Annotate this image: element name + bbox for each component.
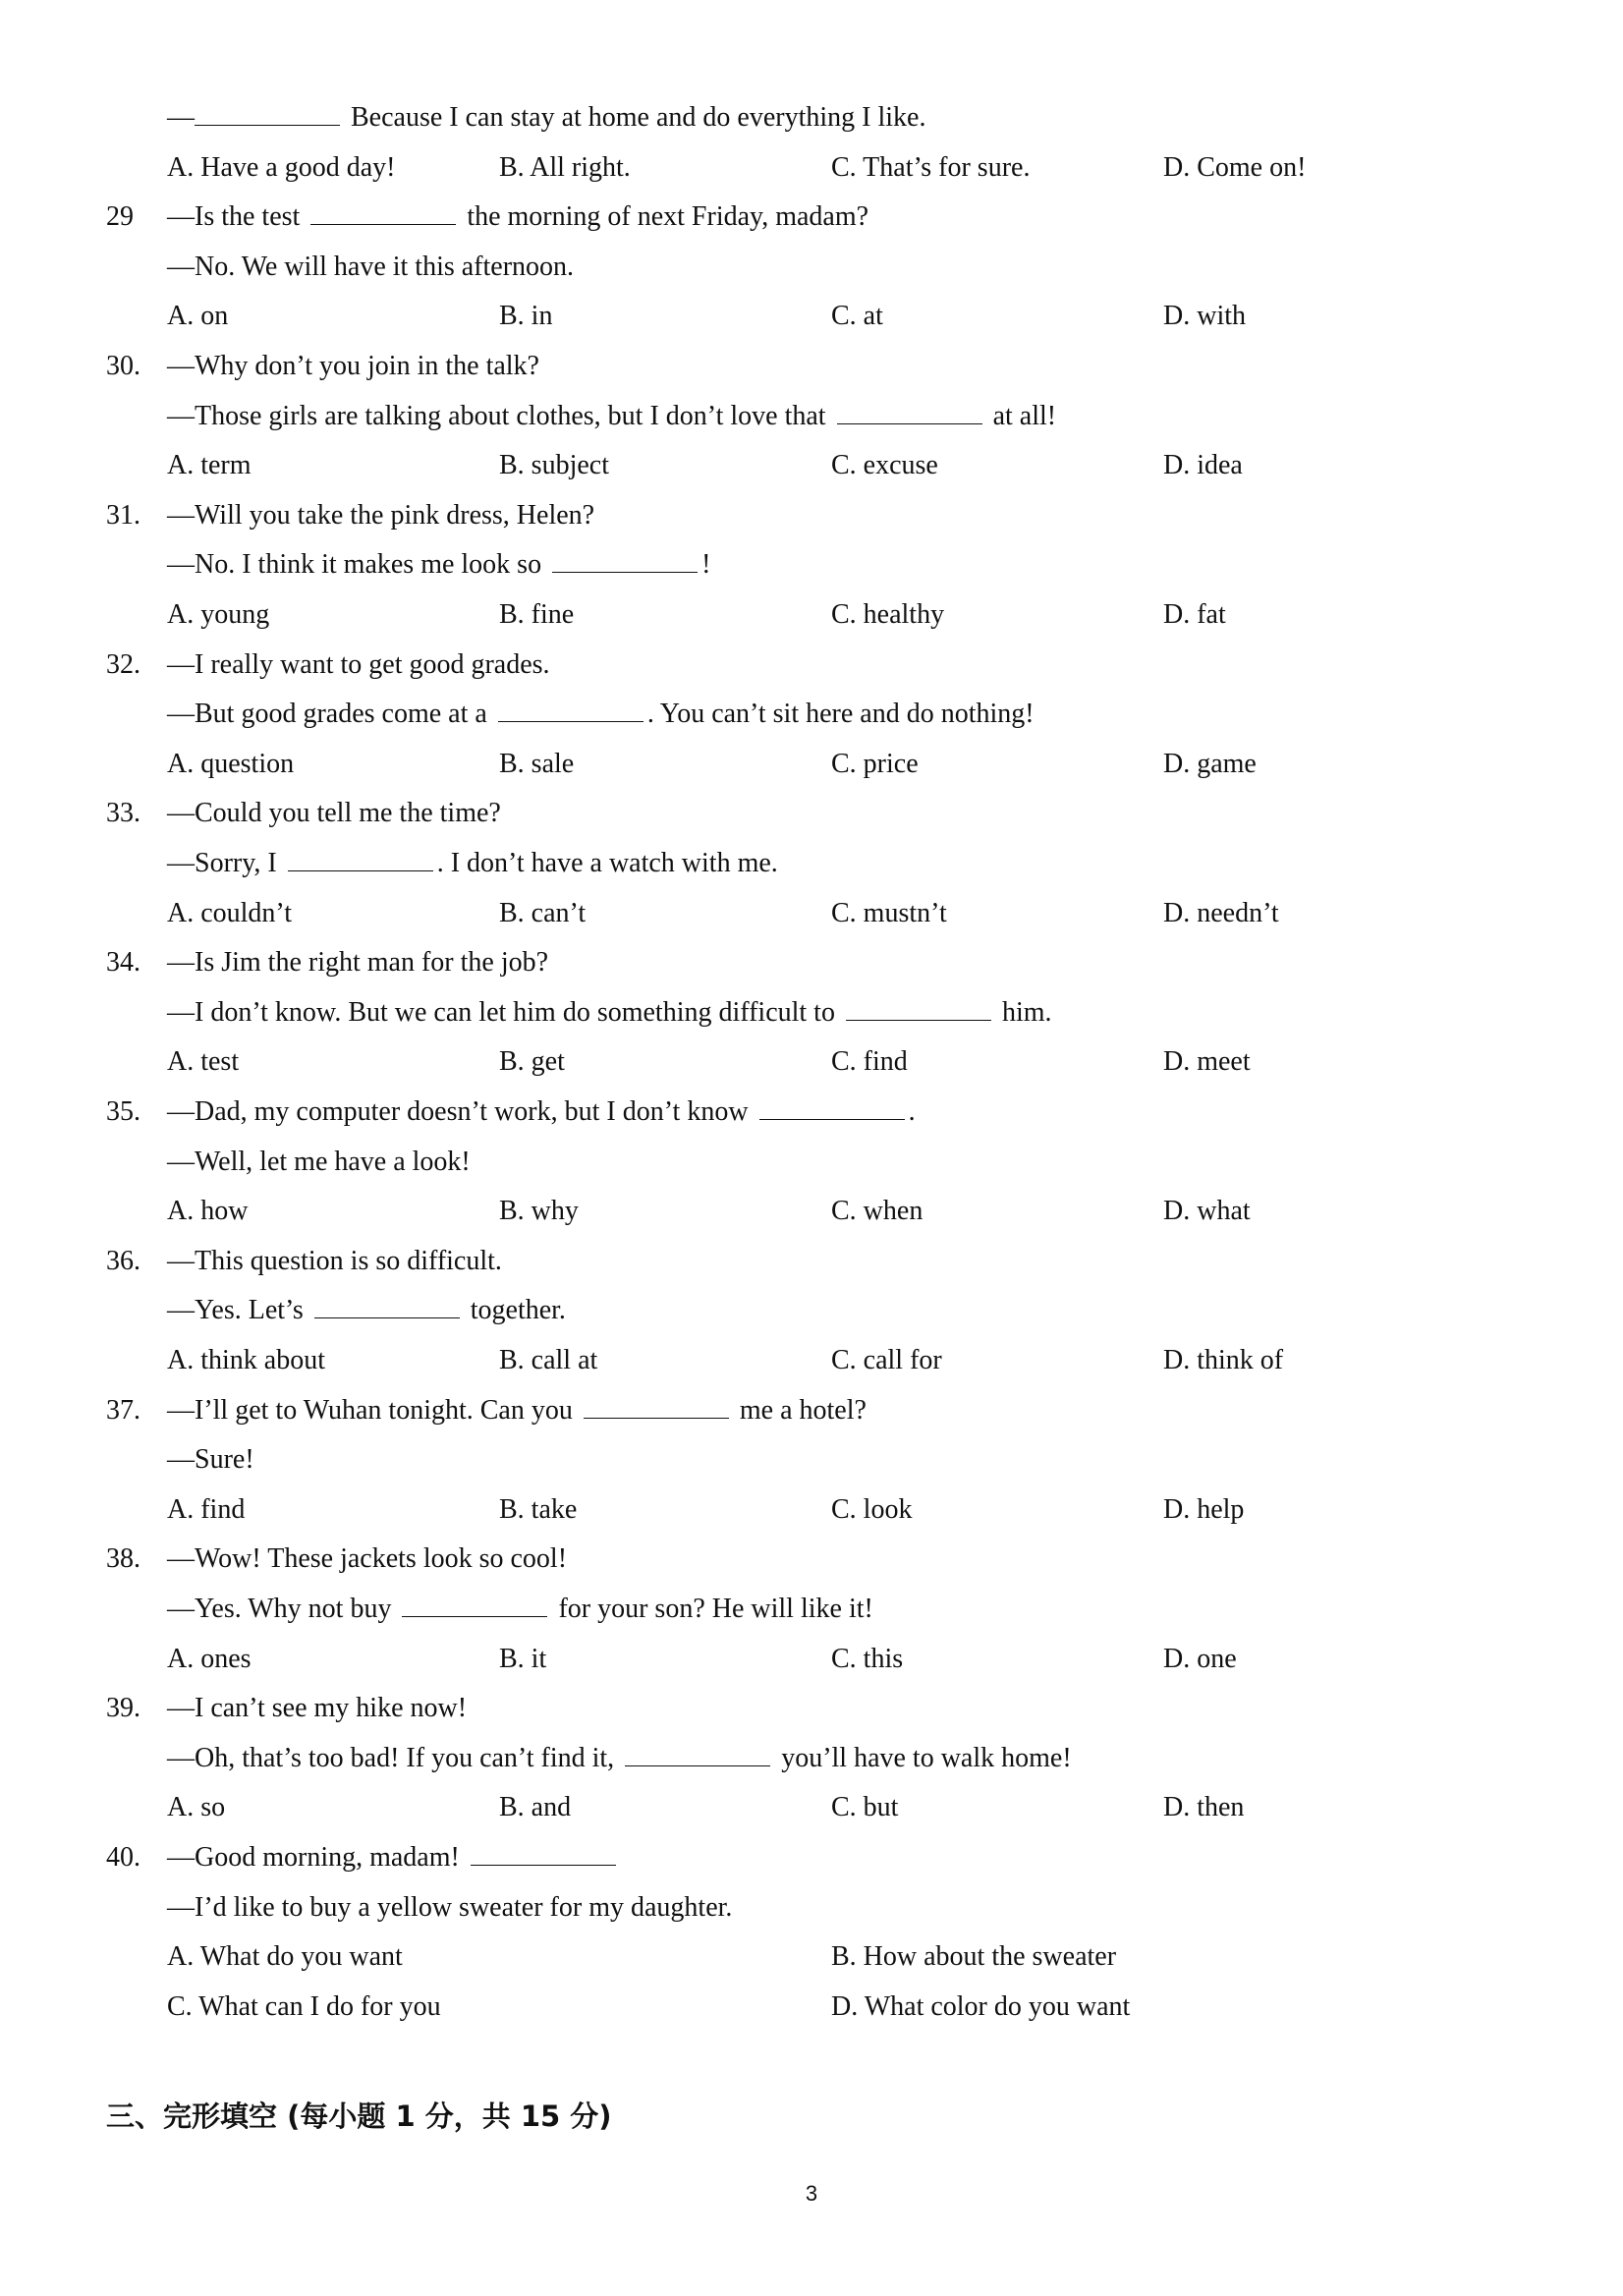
question-text: —Could you tell me the time? — [167, 798, 501, 829]
option-c: C. excuse — [831, 450, 938, 481]
option-d: D. Come on! — [1163, 151, 1307, 183]
question-text: —Sure! — [167, 1444, 254, 1476]
question-text: —But good grades come at a — [167, 699, 494, 730]
option-b: B. fine — [499, 599, 575, 630]
question-text: —Why don’t you join in the talk? — [167, 351, 539, 381]
question-number: 30. — [106, 351, 140, 381]
question-text: —Is the test — [167, 201, 308, 233]
option-b: B. why — [499, 1196, 579, 1227]
question-text: —I’ll get to Wuhan tonight. Can you — [167, 1394, 580, 1426]
question-line — [167, 1840, 620, 1876]
question-text: —Well, let me have a look! — [167, 1146, 471, 1177]
option-c: C. but — [831, 1792, 899, 1823]
question-line — [167, 796, 501, 831]
question-line — [167, 1592, 873, 1627]
question-text: —Those girls are talking about clothes, but I don’t love that — [167, 400, 833, 431]
answer-blank — [498, 698, 644, 722]
question-line — [167, 199, 868, 235]
option-a: A. question — [167, 748, 295, 779]
option-b: B. How about the sweater — [831, 1941, 1117, 1973]
question-number: 37. — [106, 1394, 140, 1426]
answer-blank — [584, 1394, 729, 1419]
option-d: D. idea — [1163, 450, 1243, 481]
question-text: ! — [701, 549, 711, 581]
question-text: —Good morning, madam! — [167, 1842, 467, 1873]
answer-blank — [402, 1593, 547, 1617]
question-line — [167, 1145, 471, 1180]
question-number: 40. — [106, 1842, 140, 1873]
question-line — [167, 250, 574, 285]
option-b: B. in — [499, 301, 553, 332]
option-a: A. term — [167, 450, 252, 481]
option-a: A. on — [167, 301, 229, 332]
question-text: —I can’t see my hike now! — [167, 1693, 468, 1724]
option-c: C. What can I do for you — [167, 1990, 441, 2022]
question-text: —Yes. Let’s — [167, 1295, 310, 1326]
question-number: 38. — [106, 1543, 140, 1575]
question-text: the morning of next Friday, madam? — [460, 201, 869, 233]
question-text: . You can’t sit here and do nothing! — [646, 699, 1035, 730]
option-d: D. fat — [1163, 599, 1226, 630]
question-line — [167, 647, 550, 683]
option-a: A. think about — [167, 1345, 325, 1375]
question-text: —Oh, that’s too bad! If you can’t find it, — [167, 1742, 622, 1773]
question-number: 31. — [106, 499, 140, 531]
option-d: D. think of — [1163, 1345, 1284, 1375]
option-c: C. look — [831, 1493, 913, 1525]
option-c: C. when — [831, 1196, 923, 1227]
option-a: A. couldn’t — [167, 897, 293, 928]
option-d: D. what — [1163, 1196, 1251, 1227]
option-c: C. call for — [831, 1345, 942, 1375]
question-text: me a hotel? — [732, 1394, 867, 1426]
option-a: A. ones — [167, 1643, 252, 1674]
question-line — [167, 399, 1056, 434]
question-line — [167, 1442, 254, 1478]
option-b: B. get — [499, 1046, 565, 1078]
reply-prefix: — — [167, 102, 195, 133]
answer-blank — [310, 200, 456, 225]
question-line — [167, 1541, 567, 1577]
question-text: —I really want to get good grades. — [167, 648, 550, 680]
question-number: 39. — [106, 1693, 140, 1724]
question-text: at all! — [985, 400, 1057, 431]
option-b: B. and — [499, 1792, 572, 1823]
option-d: D. game — [1163, 748, 1257, 779]
answer-blank — [552, 548, 698, 573]
answer-blank — [846, 996, 991, 1021]
question-line — [167, 1293, 566, 1328]
question-line — [167, 498, 594, 533]
question-number: 32. — [106, 648, 140, 680]
question-number: 36. — [106, 1245, 140, 1276]
question-text: —No. I think it makes me look so — [167, 549, 549, 581]
answer-blank — [837, 400, 982, 424]
question-line — [167, 697, 1035, 732]
option-a: A. find — [167, 1493, 246, 1525]
question-line — [167, 846, 778, 881]
question-number: 33. — [106, 798, 140, 829]
question-number: 29 — [106, 201, 134, 233]
question-text: together. — [463, 1295, 566, 1326]
page-number: 3 — [805, 2181, 818, 2206]
question-number: 34. — [106, 947, 140, 979]
option-a: A. Have a good day! — [167, 151, 396, 183]
option-b: B. take — [499, 1493, 578, 1525]
option-d: D. one — [1163, 1643, 1237, 1674]
option-d: D. help — [1163, 1493, 1245, 1525]
question-text: —Dad, my computer doesn’t work, but I don’t know — [167, 1096, 756, 1127]
question-line — [167, 1393, 867, 1428]
question-text: —No. We will have it this afternoon. — [167, 251, 575, 282]
option-b: B. All right. — [499, 151, 631, 183]
option-d: D. What color do you want — [831, 1990, 1131, 2022]
option-c: C. find — [831, 1046, 908, 1078]
option-a: A. test — [167, 1046, 240, 1078]
option-a: A. young — [167, 599, 270, 630]
option-c: C. at — [831, 301, 883, 332]
question-line — [167, 1741, 1072, 1776]
option-c: C. mustn’t — [831, 897, 947, 928]
option-a: A. how — [167, 1196, 249, 1227]
question-text: —Wow! These jackets look so cool! — [167, 1543, 568, 1575]
reply-text: Because I can stay at home and do everything I like. — [344, 102, 926, 133]
question-text: —I’d like to buy a yellow sweater for my daughter. — [167, 1891, 733, 1923]
option-c: C. this — [831, 1643, 904, 1674]
option-b: B. it — [499, 1643, 547, 1674]
question-text: —I don’t know. But we can let him do something difficult to — [167, 996, 842, 1028]
question-line — [167, 995, 1052, 1031]
answer-blank — [625, 1742, 770, 1766]
answer-blank — [471, 1841, 616, 1866]
question-text: . I don’t have a watch with me. — [436, 848, 778, 878]
question-line — [167, 1890, 732, 1926]
question-text: him. — [994, 996, 1052, 1028]
question-text: for your son? He will like it! — [551, 1594, 873, 1624]
option-d: D. with — [1163, 301, 1246, 332]
option-a: A. What do you want — [167, 1941, 403, 1973]
question-line — [167, 349, 539, 384]
option-b: B. subject — [499, 450, 609, 481]
section-heading: 三、完形填空 (每小题 1 分，共 15 分) — [106, 2100, 612, 2133]
question-text: —Is Jim the right man for the job? — [167, 947, 549, 979]
question-text: —This question is so difficult. — [167, 1245, 502, 1276]
answer-blank — [195, 101, 340, 126]
option-c: C. That’s for sure. — [831, 151, 1031, 183]
question-line — [167, 1691, 467, 1726]
reply-line — [167, 100, 925, 136]
option-c: C. price — [831, 748, 919, 779]
question-number: 35. — [106, 1096, 140, 1127]
option-c: C. healthy — [831, 599, 945, 630]
option-b: B. can’t — [499, 897, 587, 928]
question-line — [167, 1094, 916, 1130]
option-d: D. meet — [1163, 1046, 1251, 1078]
answer-blank — [288, 847, 433, 871]
answer-blank — [314, 1294, 460, 1318]
option-d: D. then — [1163, 1792, 1245, 1823]
question-text: —Yes. Why not buy — [167, 1594, 399, 1624]
question-line — [167, 945, 548, 980]
question-line — [167, 547, 710, 583]
option-a: A. so — [167, 1792, 226, 1823]
question-line — [167, 1244, 502, 1279]
question-text: . — [908, 1096, 916, 1127]
question-text: —Sorry, I — [167, 848, 284, 878]
option-d: D. needn’t — [1163, 897, 1279, 928]
option-b: B. sale — [499, 748, 575, 779]
answer-blank — [759, 1095, 905, 1120]
question-text: —Will you take the pink dress, Helen? — [167, 499, 595, 531]
question-text: you’ll have to walk home! — [774, 1742, 1072, 1773]
option-b: B. call at — [499, 1345, 598, 1375]
